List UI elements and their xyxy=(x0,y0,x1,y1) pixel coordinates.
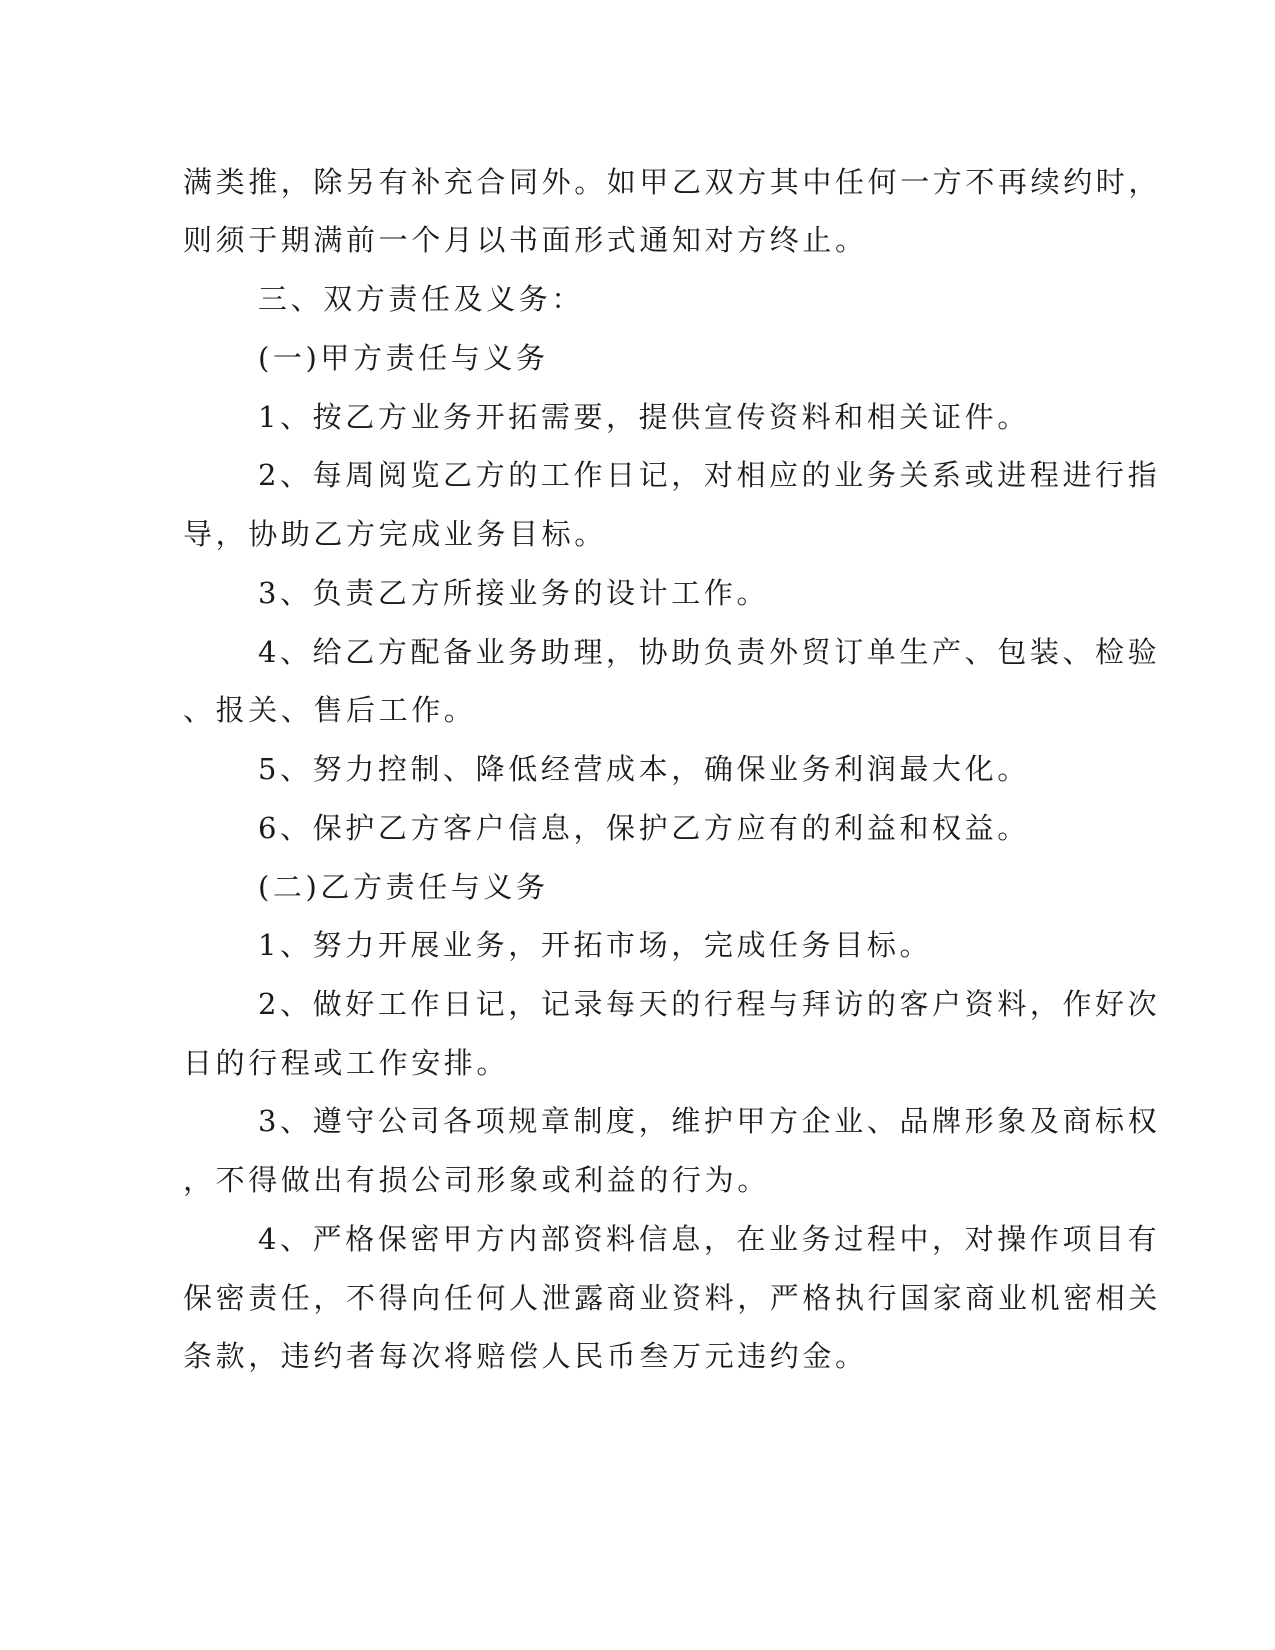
party-a-item-2: 2、每周阅览乙方的工作日记，对相应的业务关系或进程进行指 xyxy=(258,458,1161,492)
party-a-item-4: 4、给乙方配备业务助理，协助负责外贸订单生产、包装、检验 xyxy=(258,635,1161,669)
party-b-item-4: 4、严格保密甲方内部资料信息，在业务过程中，对操作项目有 xyxy=(258,1222,1161,1256)
party-b-item-1: 1、努力开展业务，开拓市场，完成任务目标。 xyxy=(258,928,933,962)
party-a-item-3: 3、负责乙方所接业务的设计工作。 xyxy=(258,576,770,610)
party-b-item-3: 3、遵守公司各项规章制度，维护甲方企业、品牌形象及商标权 xyxy=(258,1104,1161,1138)
party-a-item-6: 6、保护乙方客户信息，保护乙方应有的利益和权益。 xyxy=(258,811,1030,845)
subsection-heading-party-a: (一)甲方责任与义务 xyxy=(258,341,549,375)
party-a-item-1: 1、按乙方业务开拓需要，提供宣传资料和相关证件。 xyxy=(258,400,1030,434)
party-b-item-4-cont-2: 条款，违约者每次将赔偿人民币叁万元违约金。 xyxy=(183,1339,868,1373)
section-heading-3: 三、双方责任及义务： xyxy=(258,282,585,316)
party-a-item-5: 5、努力控制、降低经营成本，确保业务利润最大化。 xyxy=(258,752,1030,786)
party-a-item-2-cont: 导，协助乙方完成业务目标。 xyxy=(183,517,607,551)
text-line-2: 则须于期满前一个月以书面形式通知对方终止。 xyxy=(183,223,868,257)
party-b-item-2-cont: 日的行程或工作安排。 xyxy=(183,1046,510,1080)
text-line-1: 满类推，除另有补充合同外。如甲乙双方其中任何一方不再续约时， xyxy=(183,165,1162,199)
party-b-item-4-cont-1: 保密责任，不得向任何人泄露商业资料，严格执行国家商业机密相关 xyxy=(183,1281,1162,1315)
subsection-heading-party-b: (二)乙方责任与义务 xyxy=(258,870,549,904)
party-b-item-2: 2、做好工作日记，记录每天的行程与拜访的客户资料，作好次 xyxy=(258,987,1161,1021)
party-b-item-3-cont: ，不得做出有损公司形象或利益的行为。 xyxy=(183,1163,770,1197)
party-a-item-4-cont: 、报关、售后工作。 xyxy=(183,693,477,727)
